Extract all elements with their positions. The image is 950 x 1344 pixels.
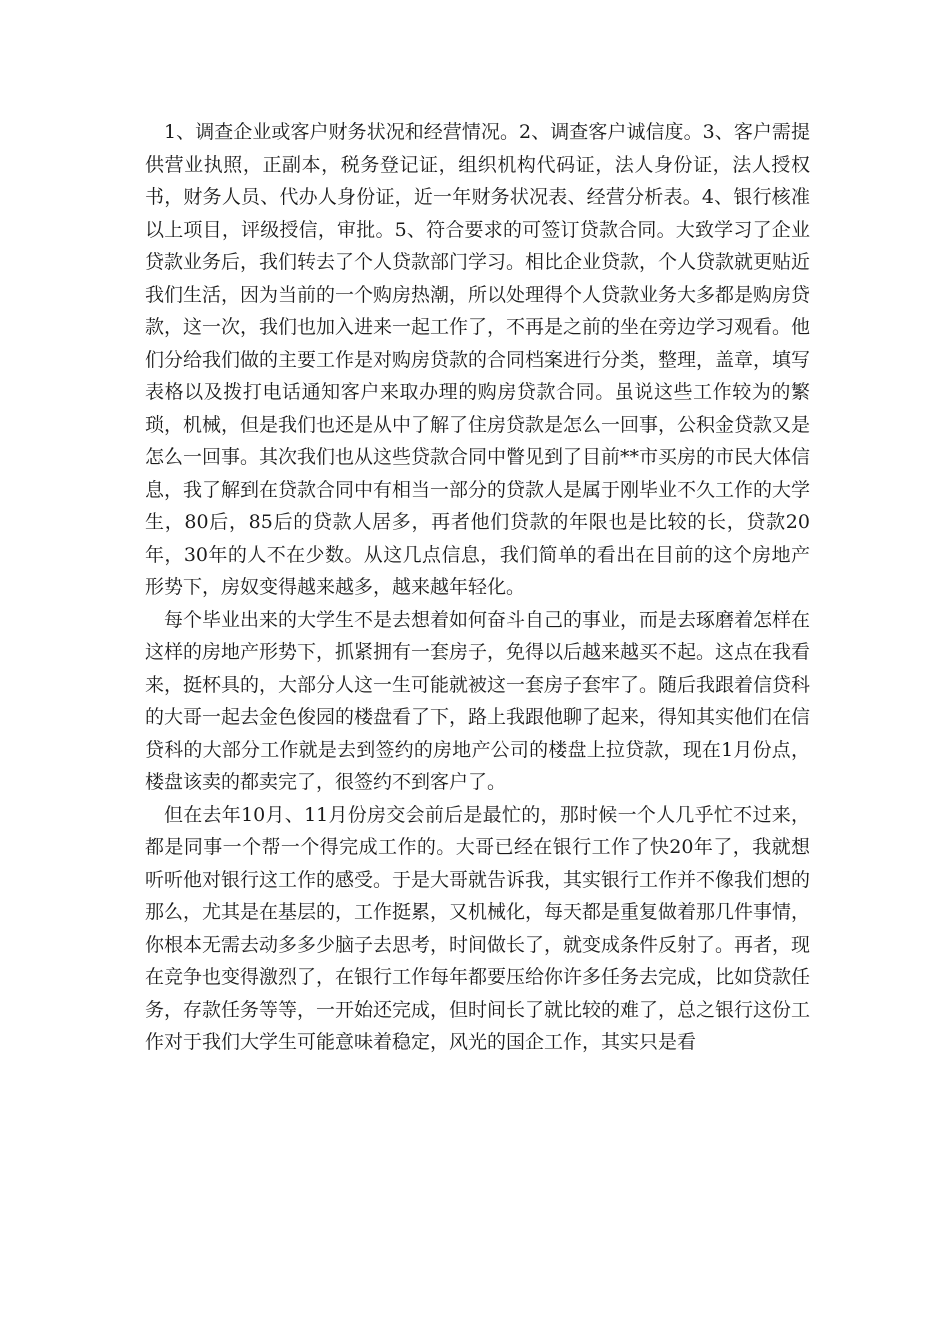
document-body (145, 116, 810, 1059)
paragraph-1: 1、调查企业或客户财务状况和经营情况。2、调查客户诚信度。3、客户需提供营业执照，正副本，税务登记证，组织机构代码证，法人身份证，法人授权书，财务人员、代办人身份证，近一年财务状况表、经营分析表。4、银行核准以上项目，评级授信，审批。5、符合要求的可签订贷款合同。大致学习了企业贷款业务后，我们转去了个人贷款部门学习。相比企业贷款，个人贷款就更贴近我们生活，因为当前的一个购房热潮，所以处理得个人贷款业务大多都是购房贷款，这一次，我们也加入进来一起工作了，不再是之前的坐在旁边学习观看。他们分给我们做的主要工作是对购房贷款的合同档案进行分类，整理，盖章，填写表格以及拨打电话通知客户来取办理的购房贷款合同。虽说这些工作较为的繁琐，机械，但是我们也还是从中了解了住房贷款是怎么一回事，公积金贷款又是怎么一回事。其次我们也从这些贷款合同中瞥见到了目前**市买房的市民大体信息，我了解到在贷款合同中有相当一部分的贷款人是属于刚毕业不久工作的大学生，80后，85后的贷款人居多，再者他们贷款的年限也是比较的长，贷款20年，30年的人不在少数。从这几点信息，我们简单的看出在目前的这个房地产形势下，房奴变得越来越多，越来越年轻化。 (145, 121, 811, 598)
paragraph-2: 每个毕业出来的大学生不是去想着如何奋斗自己的事业，而是去琢磨着怎样在这样的房地产形势下，抓紧拥有一套房子，免得以后越来越买不起。这点在我看来，挺杯具的，大部分人这一生可能就被这一套房子套牢了。随后我跟着信贷科的大哥一起去金色俊园的楼盘看了下，路上我跟他聊了起来，得知其实他们在信贷科的大部分工作就是去到签约的房地产公司的楼盘上拉贷款，现在1月份点，楼盘该卖的都卖完了，很签约不到客户了。 (145, 608, 811, 793)
paragraph-3: 但在去年10月、11月份房交会前后是最忙的，那时候一个人几乎忙不过来，都是同事一个帮一个得完成工作的。大哥已经在银行工作了快20年了，我就想听听他对银行这工作的感受。于是大哥就告诉我，其实银行工作并不像我们想的那么，尤其是在基层的，工作挺累，又机械化，每天都是重复做着那几件事情，你根本无需去动多多少脑子去思考，时间做长了，就变成条件反射了。再者，现在竞争也变得激烈了，在银行工作每年都要压给你许多任务去完成，比如贷款任务，存款任务等等，一开始还完成，但时间长了就比较的难了，总之银行这份工作对于我们大学生可能意味着稳定，风光的国企工作，其实只是看 (145, 803, 811, 1053)
